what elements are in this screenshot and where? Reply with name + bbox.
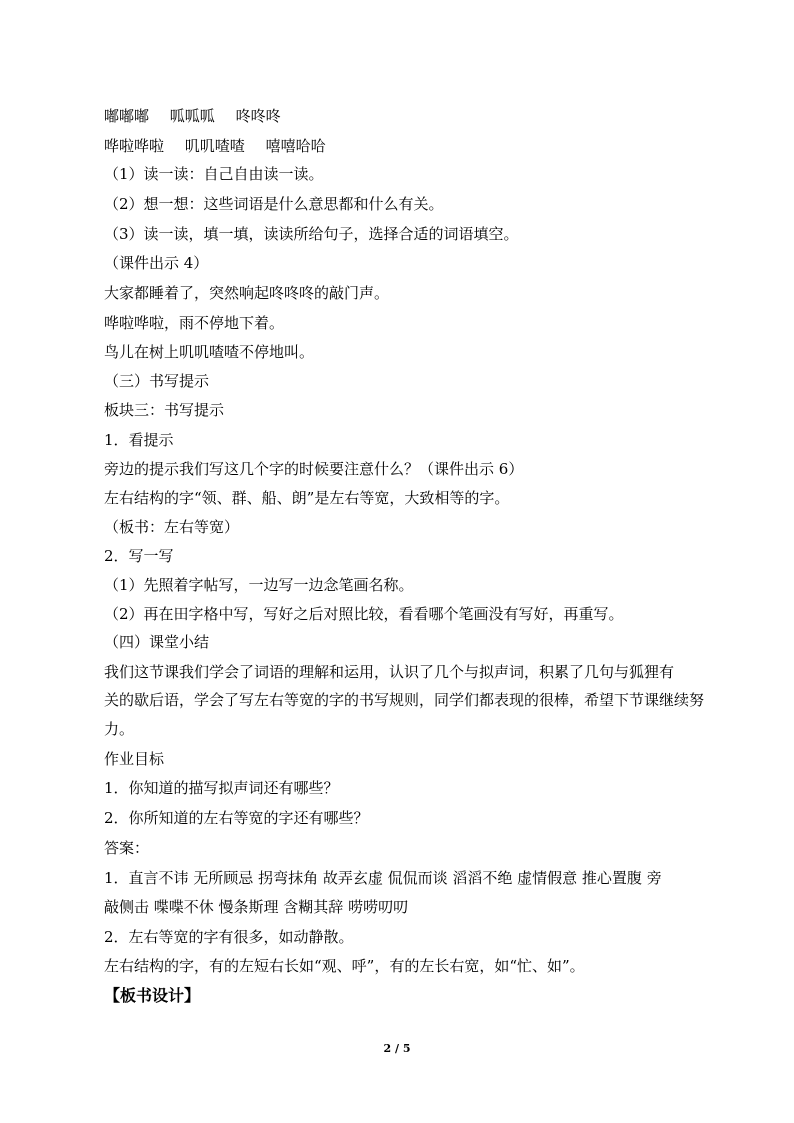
instruction-fill: （3）读一读，填一填，读读所给句子，选择合适的词语填空。	[104, 225, 519, 243]
homework-goal-title: 作业目标	[104, 750, 165, 768]
word-guaguagua: 呱呱呱	[169, 107, 215, 125]
step-write: 2．写一写	[104, 547, 174, 565]
page-number: 2 / 5	[383, 1042, 411, 1055]
board-note-equal-width: （板书：左右等宽）	[104, 518, 240, 536]
onomatopoeia-row-2	[104, 136, 326, 156]
tips-question: 旁边的提示我们写这几个字的时候要注意什么？（课件出示 6）	[104, 460, 524, 478]
word-xixihaha: 嘻嘻哈哈	[265, 137, 326, 155]
block-three-title: 板块三：书写提示	[104, 401, 225, 419]
write-instruction-1: （1）先照着字帖写，一边写一边念笔画名称。	[104, 576, 414, 594]
structure-explanation: 左右结构的字“领、群、船、朗”是左右等宽，大致相等的字。	[104, 489, 510, 507]
onomatopoeia-row-1	[104, 106, 281, 126]
write-instruction-2: （2）再在田字格中写，写好之后对照比较，看看哪个笔画没有写好，再重写。	[104, 605, 624, 623]
word-dongdongdong: 咚咚咚	[235, 107, 281, 125]
example-sentence-1: 大家都睡着了，突然响起咚咚咚的敲门声。	[104, 284, 390, 302]
word-jijizhazha: 叽叽喳喳	[184, 137, 245, 155]
board-design-heading: 【板书设计】	[104, 986, 201, 1005]
step-look-tips: 1．看提示	[104, 431, 174, 449]
example-sentence-3: 鸟儿在树上叽叽喳喳不停地叫。	[104, 343, 315, 361]
homework-question-2: 2．你所知道的左右等宽的字还有哪些？	[104, 809, 369, 827]
summary-line-1: 我们这节课我们学会了词语的理解和运用，认识了几个与拟声词，积累了几句与狐狸有	[104, 663, 675, 681]
summary-line-3: 力。	[104, 720, 135, 738]
instruction-read: （1）读一读：自己自由读一读。	[104, 165, 324, 183]
homework-question-1: 1．你知道的描写拟声词还有哪些？	[104, 779, 339, 797]
section-summary: （四）课堂小结	[104, 633, 210, 651]
section-writing-tips: （三）书写提示	[104, 372, 210, 390]
answer-1-line-1: 1．直言不讳 无所顾忌 拐弯抹角 故弄玄虚 侃侃而谈 滔滔不绝 虚情假意 推心置腹 旁	[104, 869, 662, 887]
example-sentence-2: 哗啦哗啦，雨不停地下着。	[104, 314, 285, 332]
summary-line-2: 关的歇后语，学会了写左右等宽的字的书写规则，同学们都表现的很棒，希望下节课继续努	[104, 691, 705, 709]
answer-2: 2．左右等宽的字有很多，如动静散。	[104, 928, 354, 946]
answer-2-explanation: 左右结构的字，有的左短右长如“观、呼”，有的左长右宽，如“忙、如”。	[104, 957, 585, 975]
word-hualahuala: 哗啦哗啦	[104, 137, 165, 155]
answer-label: 答案：	[104, 839, 150, 857]
courseware-note-4: （课件出示 4）	[104, 254, 209, 272]
word-dududu: 嘟嘟嘟	[104, 107, 150, 125]
instruction-think: （2）想一想：这些词语是什么意思都和什么有关。	[104, 195, 444, 213]
answer-1-line-2: 敲侧击 喋喋不休 慢条斯理 含糊其辞 唠唠叨叨	[104, 898, 409, 916]
